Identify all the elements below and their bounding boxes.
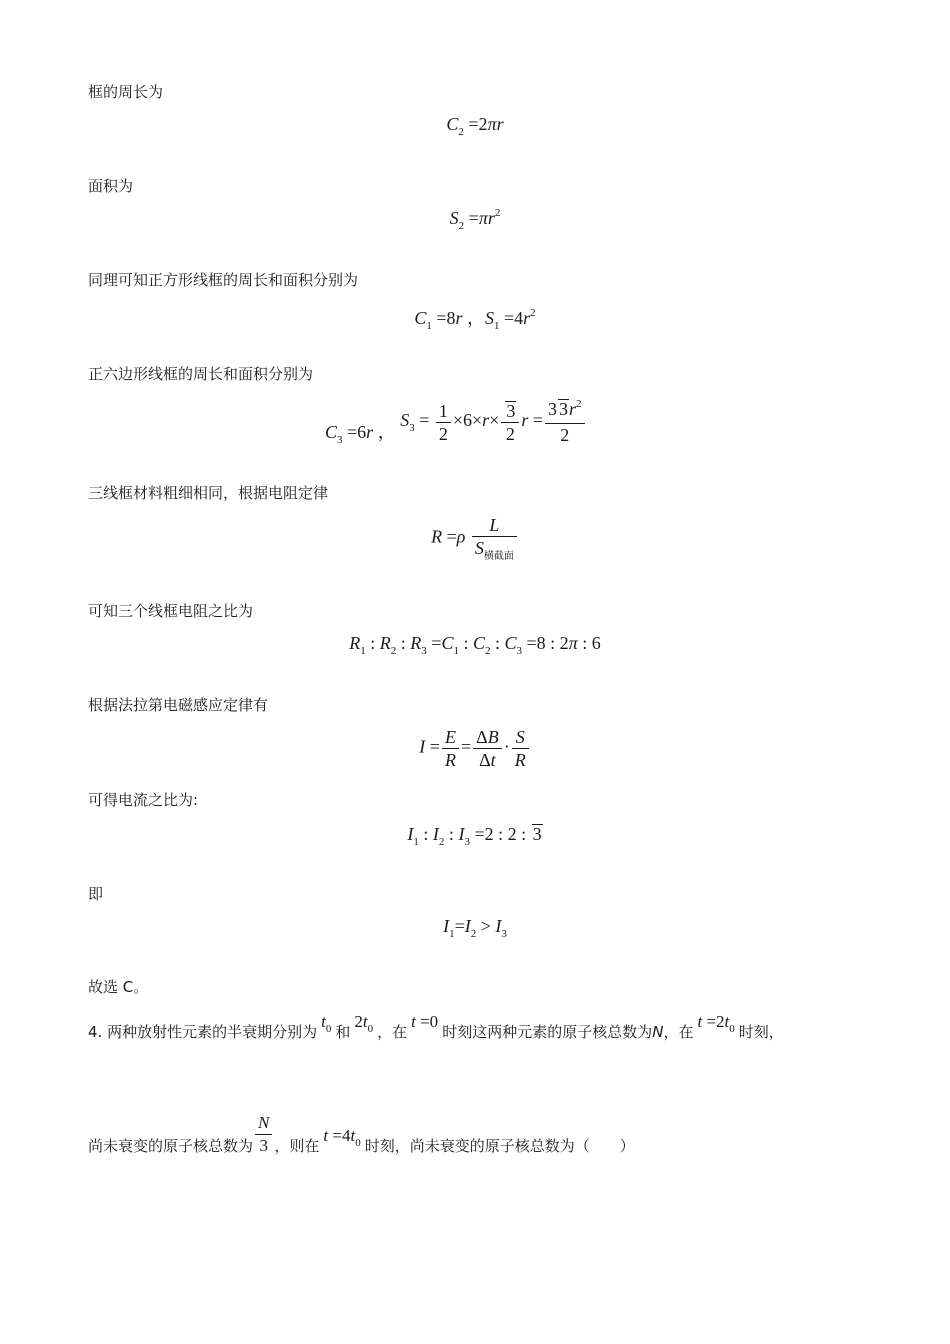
formula-current: I = $\frac{E}{R}$ = $\frac{\Delta B}{\Delta t}$ · $\frac{S}{R}$ [0,726,950,771]
text-current-ratio: 可得电流之比为: [88,791,199,809]
formula-c2: $C_2 =2\pi r$ [446,114,504,138]
question-4-line-1: 4. 两种放射性元素的半衰期分别为$t_0$ 和$2t_0$ ，在t =0时刻这两种元素的原子核总数为N，在$t =2t_0$ 时刻， [88,1012,784,1041]
formula-s2: $S_2 =\pi r^2$ [449,207,501,232]
formula-c3-s3: $C_3 =6r$ ， $S_3$ = $\frac{1}{2}$ ×6×r× $\frac{3}{2}$ r = $\frac{3 3r^2}{2}$ [325,398,587,446]
text-therefore: 即 [88,885,104,903]
text-frame-perimeter: 框的周长为 [88,83,164,101]
formula-resistance: R =ρ $\frac{L}{S_{横截面}}$ [0,514,950,563]
text-area: 面积为 [88,177,134,195]
formula-resistance-ratio: $R_1$ : $R_2$ : $R_3 =C_1$ : $C_2$ : $C_3 =8$ : 2π : 6 [349,633,601,657]
text-answer: 故选 C。 [88,978,149,996]
text-faraday-law: 根据法拉第电磁感应定律有 [88,696,269,714]
text-square-frame: 同理可知正方形线框的周长和面积分别为 [88,271,359,289]
text-hexagon-frame: 正六边形线框的周长和面积分别为 [88,365,314,383]
formula-current-ratio: $I_1$ : $I_2$ : $I_3 =2$ : 2 : 3 [407,824,542,848]
text-resistance-law: 三线框材料粗细相同，根据电阻定律 [88,484,329,502]
formula-current-compare: $I_1=I_2 > I_3$ [443,916,507,940]
text-resistance-ratio: 可知三个线框电阻之比为 [88,602,254,620]
formula-c1-s1: $C_1 =8r$ ，$S_1 =4r^2$ [414,307,536,332]
question-4-line-2: 尚未衰变的原子核总数为 $\frac{N}{3}$ ，则在$t =4t_0$ 时刻，尚未衰变的原子核总数为（ ） [88,1113,635,1155]
